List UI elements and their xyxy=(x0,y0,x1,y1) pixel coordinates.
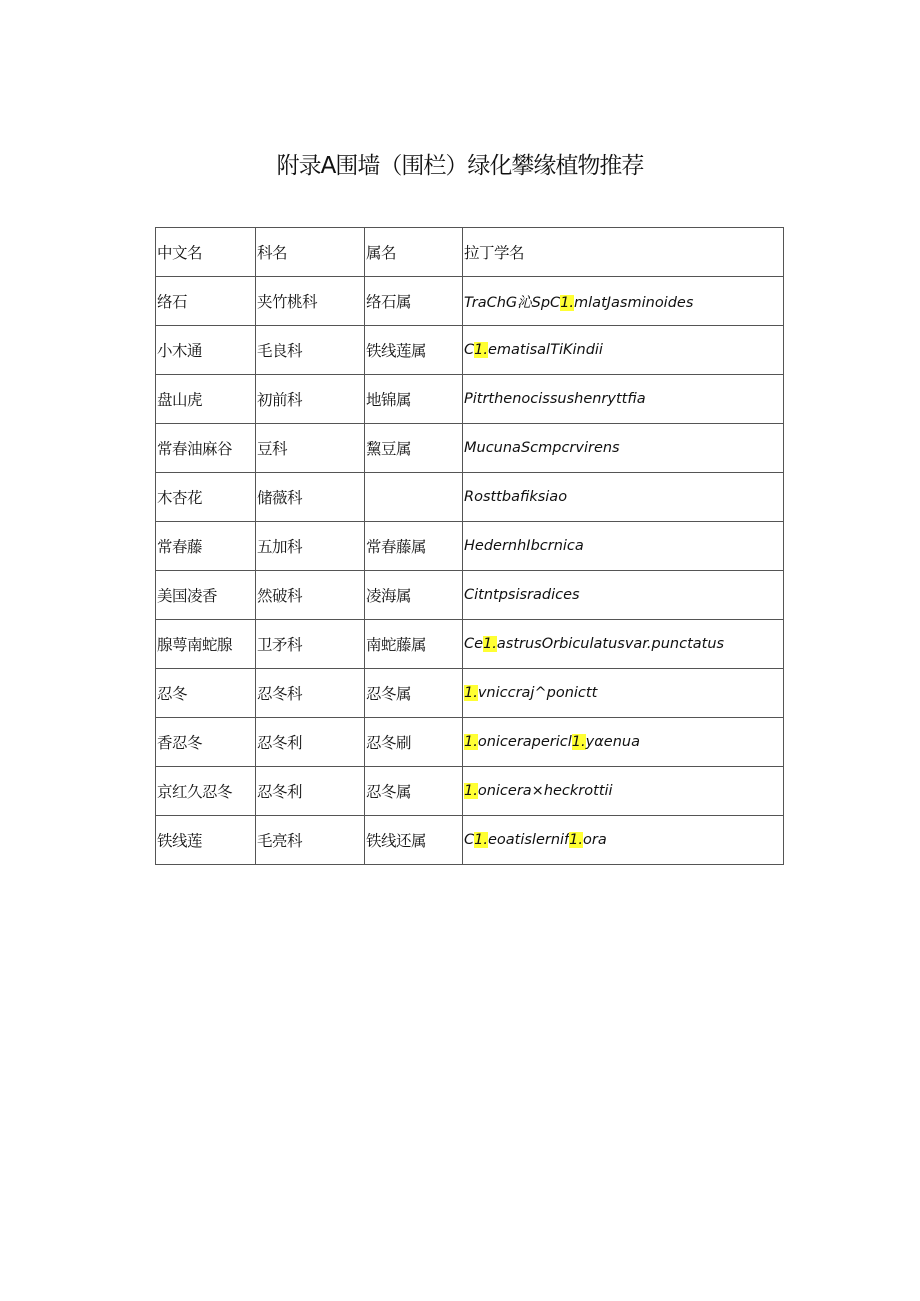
latin-text: ematisalTiKindii xyxy=(487,342,603,358)
table-row xyxy=(156,326,784,375)
cell-family: 忍冬利 xyxy=(256,718,365,767)
highlighted-text: 1. xyxy=(483,636,497,652)
cell-latin-name xyxy=(463,277,784,326)
cell-family: 毛亮科 xyxy=(256,816,365,865)
highlighted-text: 1. xyxy=(571,734,586,750)
table-header-row xyxy=(156,228,784,277)
latin-text: onicera×heckrottii xyxy=(477,783,613,799)
highlighted-text: 1. xyxy=(464,783,478,799)
cell-family: 忍冬科 xyxy=(256,669,365,718)
table-row xyxy=(156,718,784,767)
latin-text: 沁 xyxy=(517,294,532,311)
cell-family: 五加科 xyxy=(256,522,365,571)
latin-text: eoatislernif xyxy=(487,832,570,848)
cell-family: 储薇科 xyxy=(256,473,365,522)
table-row xyxy=(156,375,784,424)
cell-genus: 忍冬属 xyxy=(365,767,463,816)
cell-latin-name xyxy=(463,522,784,571)
cell-latin-name xyxy=(463,816,784,865)
cell-genus: 铁线还属 xyxy=(365,816,463,865)
cell-chinese-name: 木杏花 xyxy=(156,473,256,522)
header-family: 科名 xyxy=(256,228,365,277)
highlighted-text: 1. xyxy=(474,832,488,848)
cell-latin-name xyxy=(463,571,784,620)
table-row xyxy=(156,277,784,326)
cell-genus: 络石属 xyxy=(365,277,463,326)
cell-genus: 地锦属 xyxy=(365,375,463,424)
latin-text: astrusOrbiculatusvar.punctatus xyxy=(496,636,725,652)
highlighted-text: 1. xyxy=(474,342,488,358)
cell-chinese-name: 美国凌香 xyxy=(156,571,256,620)
cell-genus: 南蛇藤属 xyxy=(365,620,463,669)
cell-chinese-name: 忍冬 xyxy=(156,669,256,718)
table-body xyxy=(156,277,784,865)
latin-text: Citntpsisradices xyxy=(464,587,580,603)
cell-genus: 铁线莲属 xyxy=(365,326,463,375)
cell-family: 豆科 xyxy=(256,424,365,473)
table-row xyxy=(156,473,784,522)
cell-chinese-name: 京红久忍冬 xyxy=(156,767,256,816)
cell-latin-name xyxy=(463,473,784,522)
cell-family: 夹竹桃科 xyxy=(256,277,365,326)
latin-text: C xyxy=(464,832,475,848)
cell-family: 然破科 xyxy=(256,571,365,620)
header-genus: 属名 xyxy=(365,228,463,277)
latin-text: mlatJasminoides xyxy=(574,294,694,311)
cell-genus: 凌海属 xyxy=(365,571,463,620)
plant-table xyxy=(155,227,784,865)
cell-latin-name xyxy=(463,424,784,473)
cell-genus: 忍冬属 xyxy=(365,669,463,718)
cell-genus: 常春藤属 xyxy=(365,522,463,571)
cell-chinese-name: 香忍冬 xyxy=(156,718,256,767)
header-latin-name: 拉丁学名 xyxy=(463,228,784,277)
table-row xyxy=(156,522,784,571)
cell-chinese-name: 常春藤 xyxy=(156,522,256,571)
table-row xyxy=(156,816,784,865)
header-chinese-name: 中文名 xyxy=(156,228,256,277)
table-row xyxy=(156,424,784,473)
page-title: 附录A围墙（围栏）绿化攀缘植物推荐 xyxy=(276,153,644,179)
cell-family: 忍冬利 xyxy=(256,767,365,816)
cell-family: 初前科 xyxy=(256,375,365,424)
cell-chinese-name: 铁线莲 xyxy=(156,816,256,865)
cell-genus xyxy=(365,473,463,522)
latin-text: onicerapericl xyxy=(477,734,572,750)
latin-text: Pitrthenocissushenryttfia xyxy=(464,391,646,407)
highlighted-text: 1. xyxy=(569,832,583,848)
latin-text: SpC xyxy=(531,294,561,311)
cell-family: 卫矛科 xyxy=(256,620,365,669)
cell-latin-name xyxy=(463,767,784,816)
cell-latin-name xyxy=(463,326,784,375)
table-row xyxy=(156,620,784,669)
highlighted-text: 1. xyxy=(464,685,478,701)
cell-latin-name xyxy=(463,620,784,669)
latin-text: Rosttbafiksiao xyxy=(464,489,568,505)
table-row xyxy=(156,669,784,718)
table-row xyxy=(156,767,784,816)
latin-text: Ce xyxy=(464,636,484,652)
latin-text: MucunaScmpcrvirens xyxy=(464,440,620,456)
cell-chinese-name: 络石 xyxy=(156,277,256,326)
latin-text: yαenua xyxy=(585,734,640,750)
cell-chinese-name: 常春油麻谷 xyxy=(156,424,256,473)
cell-chinese-name: 盘山虎 xyxy=(156,375,256,424)
cell-genus: 黧豆属 xyxy=(365,424,463,473)
cell-family: 毛良科 xyxy=(256,326,365,375)
latin-text: vniccraj^ponictt xyxy=(477,685,598,701)
highlighted-text: 1. xyxy=(560,294,575,311)
latin-text: ora xyxy=(583,832,607,848)
cell-latin-name xyxy=(463,669,784,718)
cell-latin-name xyxy=(463,375,784,424)
cell-chinese-name: 腺萼南蛇腺 xyxy=(156,620,256,669)
table-row xyxy=(156,571,784,620)
latin-text: TraChG xyxy=(464,294,518,311)
cell-latin-name xyxy=(463,718,784,767)
latin-text: HedernhIbcrnica xyxy=(464,538,584,554)
cell-chinese-name: 小木通 xyxy=(156,326,256,375)
highlighted-text: 1. xyxy=(464,734,478,750)
latin-text: C xyxy=(464,342,475,358)
cell-genus: 忍冬刷 xyxy=(365,718,463,767)
